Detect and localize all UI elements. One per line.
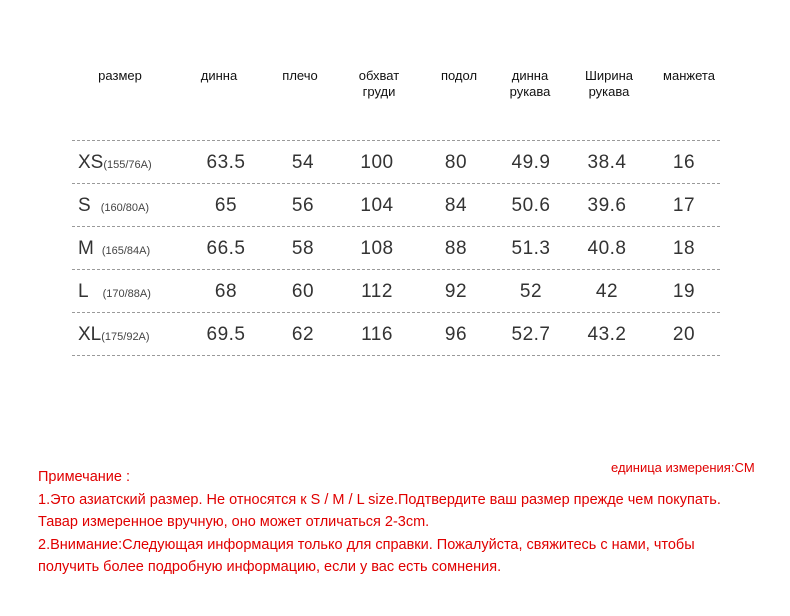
note-line: 2.Внимание:Следующая информация только для справки. Пожалуйста, свяжитесь с нами, чтобы (38, 536, 695, 553)
size-label: M (165/84A) (78, 238, 151, 259)
size-label: S (160/80A) (78, 195, 149, 216)
cell-sleeve-width: 42 (595, 281, 619, 302)
header-sleeve-length: динна рукава (509, 68, 551, 99)
cell-hem: 80 (444, 152, 468, 173)
table-row (72, 312, 720, 356)
note-heading: Примечание : (38, 469, 130, 485)
cell-sleeve-length: 50.6 (511, 195, 551, 216)
cell-chest: 116 (361, 324, 393, 345)
cell-cuff: 18 (672, 238, 696, 259)
size-label: XL(175/92A) (78, 324, 150, 345)
cell-cuff: 17 (672, 195, 696, 216)
notes-block (38, 466, 788, 579)
note-line: Тавар измеренное вручную, оно может отличаться 2-3cm. (38, 514, 430, 530)
cell-shoulder: 60 (291, 281, 315, 302)
cell-sleeve-width: 43.2 (587, 324, 627, 345)
cell-cuff: 20 (672, 324, 696, 345)
cell-cuff: 16 (672, 152, 696, 173)
cell-length: 68 (214, 281, 238, 302)
header-length: динна (200, 68, 238, 83)
header-sleeve-width: Ширина рукава (584, 68, 634, 99)
cell-shoulder: 58 (291, 238, 315, 259)
cell-cuff: 19 (672, 281, 696, 302)
note-line: получить более подробную информацию, если у вас есть сомнения. (38, 559, 502, 575)
size-label: XS(155/76A) (78, 152, 152, 173)
cell-length: 69.5 (206, 324, 246, 345)
cell-sleeve-length: 52 (519, 281, 543, 302)
cell-hem: 88 (444, 238, 468, 259)
table-row (72, 183, 720, 226)
size-table-header (0, 0, 790, 130)
cell-shoulder: 62 (291, 324, 315, 345)
cell-hem: 96 (444, 324, 468, 345)
cell-chest: 100 (360, 152, 394, 173)
cell-hem: 92 (444, 281, 468, 302)
size-label: L (170/88A) (78, 281, 151, 302)
table-row (72, 140, 720, 183)
cell-length: 63.5 (206, 152, 246, 173)
cell-length: 66.5 (206, 238, 246, 259)
table-row (72, 269, 720, 312)
cell-chest: 104 (360, 195, 394, 216)
cell-sleeve-width: 39.6 (587, 195, 627, 216)
cell-sleeve-length: 51.3 (511, 238, 551, 259)
cell-shoulder: 54 (291, 152, 315, 173)
table-row (72, 226, 720, 269)
header-shoulder: плечо (282, 68, 318, 83)
cell-length: 65 (214, 195, 238, 216)
header-chest: обхват груди (358, 68, 400, 99)
cell-shoulder: 56 (291, 195, 315, 216)
cell-sleeve-width: 38.4 (587, 152, 627, 173)
unit-note: единица измерения:CM (611, 460, 755, 475)
header-hem: подол (440, 68, 478, 83)
header-cuff: манжета (663, 68, 715, 83)
size-table (72, 140, 720, 356)
cell-chest: 108 (360, 238, 394, 259)
cell-hem: 84 (444, 195, 468, 216)
header-size: размер (98, 68, 142, 83)
cell-sleeve-width: 40.8 (587, 238, 627, 259)
cell-chest: 112 (361, 281, 393, 302)
cell-sleeve-length: 52.7 (511, 324, 551, 345)
cell-sleeve-length: 49.9 (511, 152, 551, 173)
note-line: 1.Это азиатский размер. Не относятся к S / M / L size.Подтвердите ваш размер прежде чем покупать. (38, 491, 721, 508)
